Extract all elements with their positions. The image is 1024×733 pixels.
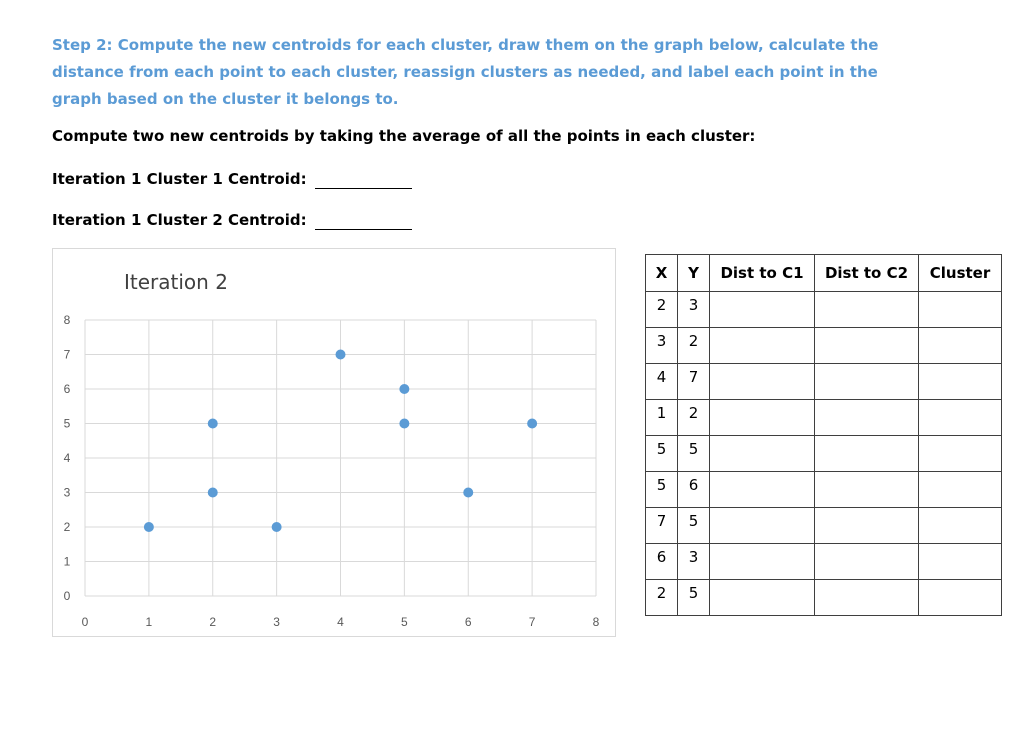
distance-table: [645, 254, 1002, 616]
cell-dist-c2[interactable]: [815, 472, 919, 508]
table-row: [646, 472, 1002, 508]
table-row: [646, 292, 1002, 328]
x-tick-label: 7: [528, 615, 536, 629]
y-tick-label: 1: [63, 554, 71, 569]
step-line-1: Step 2: Compute the new centroids for each cluster, draw them on the graph below, calculate the: [52, 36, 879, 54]
cell-y: [678, 292, 710, 328]
cell-x: [646, 436, 678, 472]
cell-dist-c2[interactable]: [815, 508, 919, 544]
x-tick-label: 3: [273, 615, 280, 629]
cell-x: [646, 400, 678, 436]
cell-dist-c2[interactable]: [815, 292, 919, 328]
cell-y-value: 3: [688, 548, 699, 566]
centroid-1-label: Iteration 1 Cluster 1 Centroid:: [52, 170, 307, 188]
x-tick-label: 5: [401, 615, 408, 629]
cell-cluster[interactable]: [919, 364, 1002, 400]
cell-x: [646, 292, 678, 328]
cell-dist-c1[interactable]: [710, 436, 815, 472]
cell-dist-c2[interactable]: [815, 580, 919, 616]
cell-dist-c1[interactable]: [710, 292, 815, 328]
cell-y: [678, 508, 710, 544]
cell-cluster[interactable]: [919, 292, 1002, 328]
data-point: [336, 350, 346, 360]
cell-cluster[interactable]: [919, 472, 1002, 508]
cell-y-value: 7: [688, 368, 699, 386]
cell-dist-c1[interactable]: [710, 472, 815, 508]
y-tick-label: 5: [63, 416, 71, 431]
cell-cluster[interactable]: [919, 580, 1002, 616]
x-tick-label: 6: [464, 615, 472, 629]
cell-x-value: 1: [656, 404, 667, 422]
y-tick-label: 4: [63, 451, 71, 465]
y-tick-label: 8: [63, 313, 71, 327]
cell-dist-c2[interactable]: [815, 544, 919, 580]
header-x: X: [646, 255, 678, 292]
data-point: [399, 384, 409, 394]
x-tick-label: 0: [81, 615, 89, 629]
plot-grid: [85, 320, 596, 596]
x-tick-label: 2: [209, 615, 217, 629]
table-row: [646, 508, 1002, 544]
cell-y: [678, 544, 710, 580]
cell-x-value: 2: [656, 296, 667, 314]
x-tick-label: 4: [337, 615, 344, 629]
header-dist-c1: Dist to C1: [710, 255, 815, 292]
table-row: [646, 400, 1002, 436]
cell-dist-c2[interactable]: [815, 364, 919, 400]
table-header-row: [646, 255, 1002, 292]
cell-dist-c1[interactable]: [710, 364, 815, 400]
table-row: [646, 328, 1002, 364]
cell-y: [678, 472, 710, 508]
y-tick-label: 0: [63, 589, 71, 603]
cell-x: [646, 328, 678, 364]
cell-dist-c1[interactable]: [710, 580, 815, 616]
cell-y-value: 5: [688, 584, 699, 602]
x-tick-label: 8: [592, 615, 600, 629]
cell-x-value: 7: [656, 512, 667, 530]
data-point: [144, 522, 154, 532]
cell-dist-c1[interactable]: [710, 508, 815, 544]
header-dist-c2: Dist to C2: [815, 255, 919, 292]
cell-cluster[interactable]: [919, 544, 1002, 580]
cell-y: [678, 364, 710, 400]
chart-title: Iteration 2: [124, 270, 228, 294]
cell-dist-c2[interactable]: [815, 400, 919, 436]
cell-x: [646, 544, 678, 580]
data-point: [399, 419, 409, 429]
cell-cluster[interactable]: [919, 508, 1002, 544]
header-cluster: Cluster: [919, 255, 1002, 292]
cell-y: [678, 328, 710, 364]
cell-y-value: 5: [688, 512, 699, 530]
y-tick-labels: [64, 313, 71, 603]
data-point: [463, 488, 473, 498]
cell-x-value: 5: [656, 476, 667, 494]
data-point: [527, 419, 537, 429]
cell-y: [678, 400, 710, 436]
cell-dist-c1[interactable]: [710, 544, 815, 580]
table-row: [646, 544, 1002, 580]
cell-x: [646, 472, 678, 508]
cell-y: [678, 436, 710, 472]
table-row: [646, 580, 1002, 616]
cell-x-value: 4: [656, 368, 667, 386]
cell-cluster[interactable]: [919, 328, 1002, 364]
cell-x-value: 6: [656, 548, 667, 566]
compute-instruction: Compute two new centroids by taking the average of all the points in each cluster:: [52, 127, 756, 145]
cell-y: [678, 580, 710, 616]
centroid-2-label: Iteration 1 Cluster 2 Centroid:: [52, 211, 307, 229]
data-point: [208, 488, 218, 498]
y-tick-label: 6: [63, 382, 71, 396]
y-tick-label: 3: [63, 485, 71, 500]
table-row: [646, 436, 1002, 472]
data-point: [208, 419, 218, 429]
step-line-3: graph based on the cluster it belongs to.: [52, 90, 399, 108]
cell-x: [646, 508, 678, 544]
step-line-2: distance from each point to each cluster, reassign clusters as needed, and label each point in the: [52, 63, 878, 81]
cell-y-value: 3: [688, 296, 699, 314]
y-tick-label: 7: [63, 347, 71, 362]
x-tick-label: 1: [145, 615, 153, 629]
cell-cluster[interactable]: [919, 436, 1002, 472]
cell-y-value: 5: [688, 440, 699, 458]
cell-cluster[interactable]: [919, 400, 1002, 436]
cell-dist-c2[interactable]: [815, 436, 919, 472]
cell-x-value: 2: [656, 584, 667, 602]
cell-dist-c1[interactable]: [710, 400, 815, 436]
cell-y-value: 2: [688, 332, 699, 350]
x-tick-labels: [82, 615, 600, 629]
header-y: Y: [678, 255, 710, 292]
table-row: [646, 364, 1002, 400]
y-tick-label: 2: [63, 520, 71, 534]
data-point: [272, 522, 282, 532]
cell-y-value: 2: [688, 404, 699, 422]
cell-dist-c1[interactable]: [710, 328, 815, 364]
cell-x: [646, 364, 678, 400]
cell-x: [646, 580, 678, 616]
cell-x-value: 5: [656, 440, 667, 458]
cell-x-value: 3: [656, 332, 667, 350]
cell-y-value: 6: [688, 476, 699, 494]
cell-dist-c2[interactable]: [815, 328, 919, 364]
